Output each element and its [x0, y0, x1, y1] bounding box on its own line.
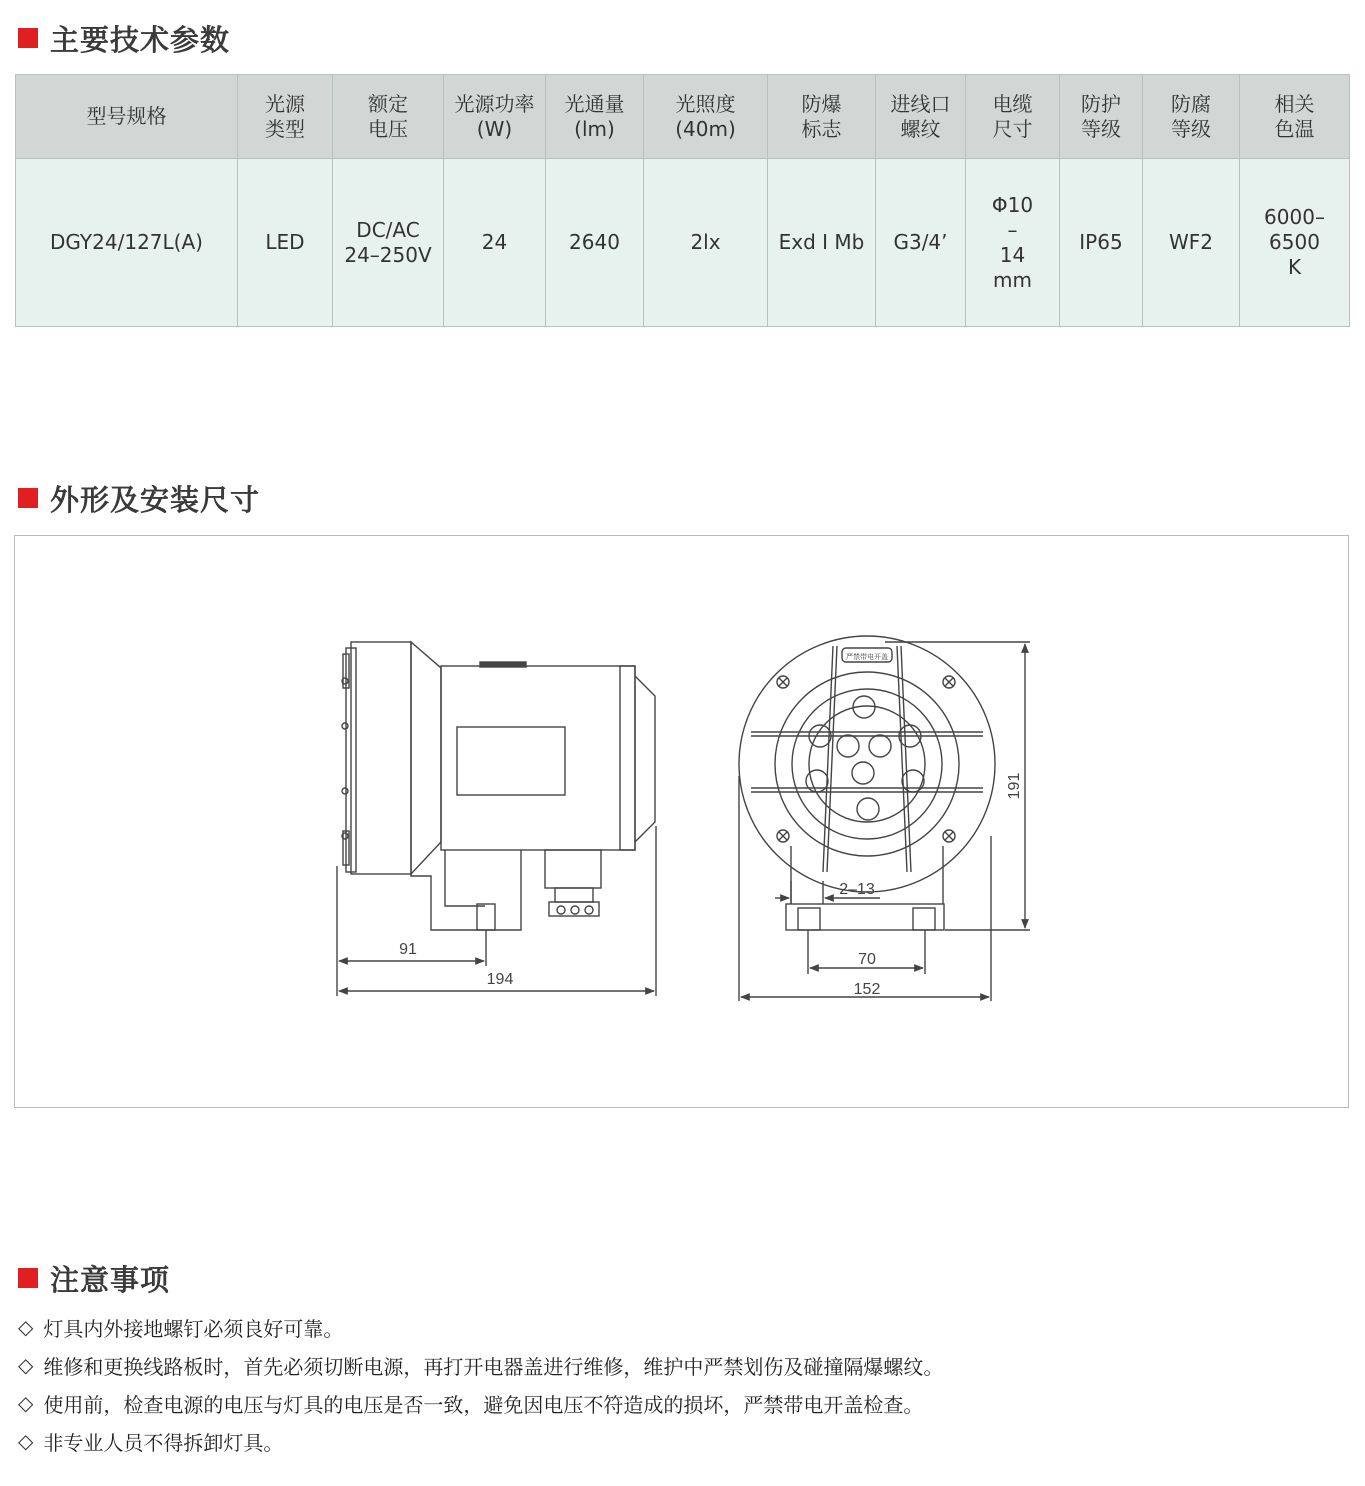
cell-text: 14	[999, 242, 1026, 267]
cell-text: 2640	[569, 230, 620, 254]
red-square-marker	[18, 488, 38, 508]
table-cell	[1143, 159, 1240, 327]
header-text: 电压	[368, 116, 408, 141]
header-text: 额定	[368, 91, 408, 116]
header-text: 型号规格	[86, 104, 167, 128]
side-view	[337, 642, 656, 996]
note-text: 非专业人员不得拆卸灯具。	[43, 1430, 284, 1455]
diamond-bullet-icon: ◇	[18, 1429, 34, 1453]
cell-text: Exd I Mb	[778, 230, 865, 254]
table-cell	[966, 159, 1060, 327]
table-cell	[333, 159, 444, 327]
header-text: 色温	[1274, 116, 1315, 141]
table-header-cell	[768, 75, 876, 159]
dim-191-label: 191	[1006, 772, 1023, 800]
section-title: 注意事项	[50, 1262, 171, 1297]
header-text: 电缆	[992, 91, 1033, 116]
table-header-cell	[876, 75, 966, 159]
cell-text: 6000–	[1264, 205, 1325, 229]
cell-text: DGY24/127L(A)	[50, 230, 203, 254]
diamond-bullet-icon: ◇	[18, 1353, 34, 1377]
header-text: 防护	[1081, 91, 1121, 116]
section-title: 外形及安装尺寸	[50, 482, 261, 517]
notes-list	[18, 1308, 943, 1460]
header-text: 防爆	[801, 91, 842, 116]
section-heading-params	[18, 20, 230, 56]
header-text: (40m)	[675, 116, 736, 141]
header-text: 螺纹	[900, 116, 941, 141]
header-text: 类型	[265, 116, 305, 141]
table-header-cell	[333, 75, 444, 159]
header-text: 光源功率	[454, 91, 535, 116]
technical-parameters-table	[15, 74, 1350, 327]
diamond-bullet-icon: ◇	[18, 1315, 34, 1339]
table-header-cell	[238, 75, 333, 159]
section-heading-notes	[18, 1260, 170, 1296]
header-text: (W)	[476, 116, 513, 141]
table-cell	[444, 159, 546, 327]
header-text: 光照度	[675, 91, 736, 116]
dim-2-13-label: 2–13	[839, 881, 875, 898]
cell-text: 24	[481, 230, 508, 254]
cell-text: 6500	[1269, 230, 1320, 254]
section-heading-drawing	[18, 480, 260, 516]
table-header-cell	[16, 75, 238, 159]
table-cell	[644, 159, 768, 327]
cell-text: Φ10	[991, 192, 1034, 217]
table-header-cell	[1240, 75, 1350, 159]
cell-text: G3/4’	[893, 230, 948, 254]
header-text: 等级	[1171, 116, 1211, 141]
cell-text: mm	[993, 267, 1032, 292]
dim-194-label: 194	[486, 971, 514, 988]
table-row	[16, 159, 1350, 327]
dimension-drawing	[15, 536, 1348, 1107]
header-text: (lm)	[574, 116, 615, 141]
cell-text: 24–250V	[344, 242, 432, 267]
header-text: 尺寸	[992, 116, 1033, 141]
header-text: 光通量	[564, 91, 625, 116]
cell-text: LED	[265, 230, 305, 254]
table-header-cell	[644, 75, 768, 159]
cell-text: WF2	[1168, 230, 1213, 254]
table-cell	[546, 159, 644, 327]
list-item	[18, 1346, 943, 1384]
cell-text: –	[1007, 217, 1018, 242]
dimension-drawing-panel	[14, 535, 1349, 1108]
table-header-cell	[966, 75, 1060, 159]
table-cell	[768, 159, 876, 327]
warning-plate-label: 严禁带电开盖	[846, 654, 888, 661]
table-cell	[1240, 159, 1350, 327]
screw-icon	[777, 676, 955, 842]
table-header-cell	[546, 75, 644, 159]
cell-text: DC/AC	[356, 217, 420, 242]
table-cell	[16, 159, 238, 327]
table-header-cell	[444, 75, 546, 159]
header-text: 防腐	[1171, 91, 1211, 116]
dim-70-label: 70	[858, 951, 876, 968]
list-item	[18, 1422, 943, 1460]
header-text: 进线口	[890, 91, 951, 116]
red-square-marker	[18, 28, 38, 48]
table-cell	[876, 159, 966, 327]
section-title: 主要技术参数	[50, 22, 231, 57]
cell-text: 2lx	[690, 230, 721, 254]
header-text: 相关	[1274, 91, 1315, 116]
dim-91-label: 91	[399, 941, 417, 958]
note-text: 灯具内外接地螺钉必须良好可靠。	[43, 1316, 344, 1341]
red-square-marker	[18, 1268, 38, 1288]
dim-152-label: 152	[853, 981, 881, 998]
table-header-cell	[1060, 75, 1143, 159]
note-text: 维修和更换线路板时，首先必须切断电源，再打开电器盖进行维修，维护中严禁划伤及碰撞隔爆螺纹。	[43, 1354, 944, 1379]
cell-text: K	[1287, 255, 1302, 279]
list-item	[18, 1308, 943, 1346]
table-header-cell	[1143, 75, 1240, 159]
diamond-bullet-icon: ◇	[18, 1391, 34, 1415]
list-item	[18, 1384, 943, 1422]
table-cell	[238, 159, 333, 327]
note-text: 使用前，检查电源的电压与灯具的电压是否一致，避免因电压不符造成的损坏，严禁带电开盖检查。	[43, 1392, 924, 1417]
cell-text: IP65	[1079, 230, 1123, 254]
table-cell	[1060, 159, 1143, 327]
header-text: 等级	[1081, 116, 1121, 141]
front-view	[739, 636, 1030, 1001]
header-text: 标志	[801, 116, 842, 141]
header-text: 光源	[265, 91, 305, 116]
table-header-row	[16, 75, 1350, 159]
